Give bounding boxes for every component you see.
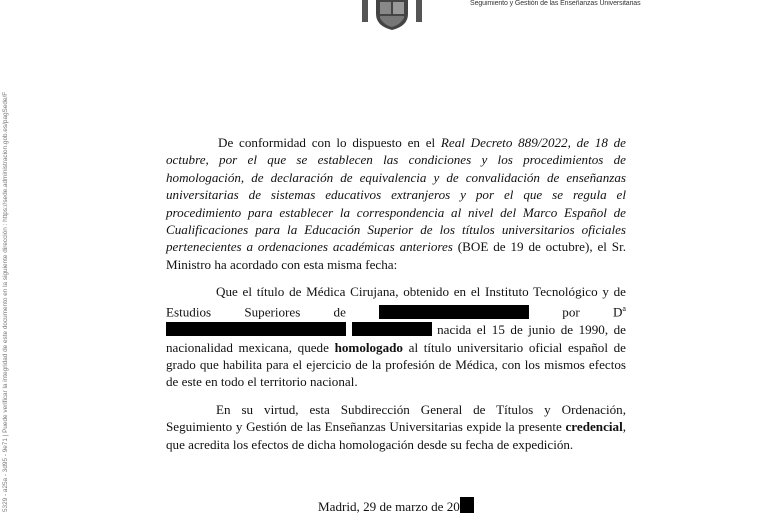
p2-part1: Que el título de Médica Cirujana, obtenido en el Instituto Tecnológico y de Estudios Superiores de (166, 284, 626, 320)
p2-part3: nacida el 15 de junio de 1990, de nacionalidad mexicana, quede (166, 322, 626, 355)
p2-sup: a (622, 304, 626, 314)
p1-ending: , el Sr. Ministro ha acordado con esta misma fecha: (166, 239, 626, 272)
redacted-year (460, 497, 474, 513)
coat-of-arms-icon (360, 0, 424, 30)
p2-homologado: homologado (334, 339, 403, 355)
signature-date (318, 497, 474, 515)
paragraph-credential (166, 401, 626, 453)
p3-part1: En su virtud, esta Subdirección General de Títulos y Ordenación, Seguimiento y Gestión de las Enseñanzas Universitarias expide la presente (166, 402, 626, 435)
p1-italic-rest: , de 18 de octubre, por el que se establecen las condiciones y los procedimientos de homologación, de declaración de equivalencia y de convalidación de enseñanzas universitarias de sistemas educativos extranjeros y por el que se regula el procedimiento para establecer la correspondencia al nivel del Marco Español de Cualificaciones para la Educación Superior de los títulos universitarios oficiales pertenecientes a ordenaciones académicas anteriores (166, 135, 626, 255)
footer-date: Madrid, 29 de marzo de 20 (318, 499, 460, 514)
p2-part2: por D (529, 304, 623, 320)
redacted-location (379, 305, 529, 319)
paragraph-decree (166, 134, 626, 273)
p2-part4: al título universitario oficial español de grado que habilita para el ejercicio de la profesión de Médica, con los mismos efectos de este en todo el territorio nacional. (166, 339, 626, 390)
redacted-name-1 (166, 322, 346, 336)
p1-intro: De conformidad con lo dispuesto en el (218, 135, 441, 150)
verification-sidebar: 5329 - a25a - 3d95 - 9e71 | Puede verificar la integridad de este documento en la siguiente dirección : https://sede.administracion.gob.es/pagSede/F (2, 91, 9, 512)
p1-decree: Real Decreto 889/2022 (440, 135, 568, 150)
p3-credencial: credencial (565, 419, 623, 435)
header-department-text: Seguimiento y Gestión de las Enseñanzas Universitarias (470, 0, 641, 7)
p3-part2: , que acredita los efectos de dicha homologación desde su fecha de expedición. (166, 419, 626, 452)
redacted-name-2 (352, 322, 432, 336)
p1-boe: (BOE de 19 de octubre) (452, 239, 590, 255)
paragraph-homologation (166, 283, 626, 391)
